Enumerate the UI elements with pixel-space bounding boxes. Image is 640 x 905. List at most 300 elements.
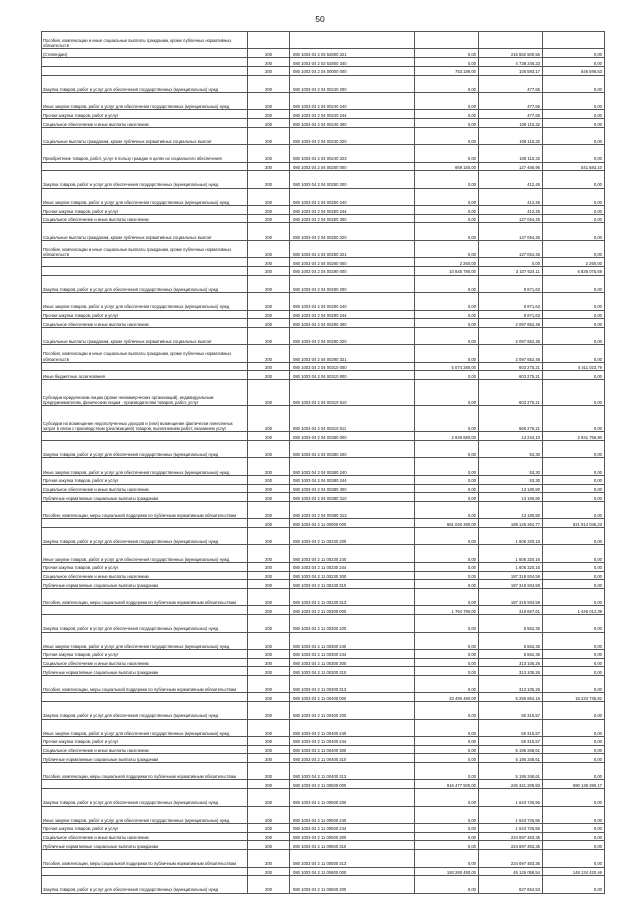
row-line-code: 200 [248, 458, 290, 475]
row-executed: 1 643 726,56 [479, 823, 543, 832]
row-approved: 0,00 [415, 127, 479, 144]
row-line-code: 200 [248, 188, 290, 205]
row-line-code: 200 [248, 632, 290, 649]
row-unexecuted: 0,00 [543, 580, 605, 589]
row-description: Социальное обеспечение и иные выплаты населению [42, 119, 248, 128]
row-budget-code: 080 1003 04 2 11 00230 200 [290, 528, 415, 545]
row-unexecuted: 0,00 [543, 545, 605, 562]
row-approved: 0,00 [415, 327, 479, 344]
row-description: Пособия, компенсации и иные социальные выплаты гражданам, кроме публичных нормативных обязательств [42, 345, 248, 362]
row-approved: 2 946 680,00 [415, 432, 479, 441]
row-description: (Стипендии) [42, 49, 248, 58]
row-line-code: 200 [248, 789, 290, 806]
row-executed: 60 315,57 [479, 736, 543, 745]
row-executed: 45 126 059,54 [479, 867, 543, 876]
row-description: Социальное обеспечение и иные выплаты населению [42, 319, 248, 328]
row-budget-code: 080 1003 04 2 04 00240 323 [290, 145, 415, 162]
row-line-code: 200 [248, 441, 290, 458]
table-row [42, 528, 605, 545]
row-budget-code: 080 1003 04 2 04 00250 300 [290, 214, 415, 223]
table-row [42, 615, 605, 632]
row-description: Прочая закупка товаров, работ и услуг [42, 736, 248, 745]
row-line-code: 200 [248, 780, 290, 789]
row-budget-code: 080 1003 04 2 04 00290 200 [290, 275, 415, 292]
row-budget-code: 080 1003 04 2 04 00310 000 [290, 362, 415, 371]
row-executed: 13 180,80 [479, 493, 543, 502]
row-line-code: 200 [248, 676, 290, 693]
row-approved: 0,00 [415, 823, 479, 832]
row-executed: 224 697 483,35 [479, 841, 543, 850]
row-approved: 0,00 [415, 75, 479, 92]
row-executed: 5 195 348,61 [479, 745, 543, 754]
row-budget-code: 080 1003 04 2 04 00380 240 [290, 458, 415, 475]
row-executed: 2 097 652,48 [479, 327, 543, 344]
row-budget-code: 080 1003 04 2 11 00400 313 [290, 763, 415, 780]
row-approved: 0,00 [415, 580, 479, 589]
row-line-code: 200 [248, 75, 290, 92]
row-line-code: 200 [248, 345, 290, 362]
row-line-code: 200 [248, 823, 290, 832]
row-approved: 5 074 280,00 [415, 362, 479, 371]
table-row [42, 406, 605, 432]
row-unexecuted: 0,00 [543, 371, 605, 380]
row-description [42, 867, 248, 876]
row-budget-code: 080 1003 04 2 04 00250 244 [290, 206, 415, 215]
table-row [42, 432, 605, 441]
row-description: Субсидии юридическим лицам (кроме некоммерческих организаций), индивидуальным предпринимателям, физическим лицам - производителям товаров, работ, услуг [42, 380, 248, 406]
table-row [42, 458, 605, 475]
row-approved: 0,00 [415, 545, 479, 562]
row-description: Пособия, компенсации, меры социальной поддержки по публичным нормативным обязательствам [42, 589, 248, 606]
row-budget-code: 080 1003 04 2 11 00400 200 [290, 702, 415, 719]
table-row [42, 362, 605, 371]
row-line-code: 200 [248, 519, 290, 528]
row-executed: 666 276,21 [479, 406, 543, 432]
table-row [42, 867, 605, 876]
row-line-code: 200 [248, 589, 290, 606]
row-budget-code: 080 1003 04 2 11 00300 000 [290, 606, 415, 615]
table-row [42, 649, 605, 658]
row-unexecuted: 4 411 023,79 [543, 362, 605, 371]
row-unexecuted: 0,00 [543, 188, 605, 205]
row-unexecuted: 646 596,53 [543, 66, 605, 75]
row-executed: 8 971,63 [479, 310, 543, 319]
row-unexecuted: 0,00 [543, 823, 605, 832]
row-approved: 2 260,00 [415, 258, 479, 267]
row-line-code: 200 [248, 327, 290, 344]
row-budget-code [290, 32, 415, 49]
row-description: Прочая закупка товаров, работ и услуг [42, 310, 248, 319]
row-executed: 216 682 500,56 [479, 49, 543, 58]
row-unexecuted: 690 136 290,17 [543, 780, 605, 789]
row-executed: 5 562,35 [479, 615, 543, 632]
row-description: Прочая закупка товаров, работ и услуг [42, 475, 248, 484]
table-row [42, 327, 605, 344]
table-row [42, 702, 605, 719]
row-budget-code: 080 1003 04 2 11 00400 000 [290, 693, 415, 702]
row-approved: 0,00 [415, 119, 479, 128]
row-budget-code: 080 1003 04 2 11 00300 240 [290, 632, 415, 649]
table-row [42, 441, 605, 458]
row-line-code: 200 [248, 745, 290, 754]
row-approved: 0,00 [415, 589, 479, 606]
row-description [42, 606, 248, 615]
row-description: Прочая закупка товаров, работ и услуг [42, 110, 248, 119]
row-line-code: 200 [248, 719, 290, 736]
row-line-code: 200 [248, 867, 290, 876]
row-unexecuted: 0,00 [543, 850, 605, 867]
table-row [42, 119, 605, 128]
row-budget-code: 080 1003 04 2 04 00310 811 [290, 406, 415, 432]
row-approved: 0,00 [415, 745, 479, 754]
row-approved: 0,00 [415, 876, 479, 893]
row-budget-code: 080 1003 04 2 04 00380 310 [290, 493, 415, 502]
row-approved: 0,00 [415, 275, 479, 292]
row-line-code: 200 [248, 58, 290, 67]
row-description: Пособия, компенсации и иные социальные выплаты гражданам, кроме публичных нормативных обязательств [42, 32, 248, 49]
row-executed: 1 643 726,56 [479, 806, 543, 823]
row-unexecuted: 0,00 [543, 441, 605, 458]
row-budget-code: 080 1003 04 2 11 00300 200 [290, 615, 415, 632]
row-line-code: 200 [248, 475, 290, 484]
row-description: Приобретение товаров, работ, услуг в пользу граждан в целях их социального обеспечения [42, 145, 248, 162]
row-budget-code: 080 1003 04 2 04 00250 321 [290, 240, 415, 257]
row-description [42, 58, 248, 67]
row-budget-code: 080 1003 04 2 03 52800 321 [290, 49, 415, 58]
table-row [42, 745, 605, 754]
row-line-code: 200 [248, 49, 290, 58]
row-budget-code: 080 1003 04 2 11 00500 244 [290, 823, 415, 832]
table-row [42, 127, 605, 144]
row-executed: 187 318 934,59 [479, 580, 543, 589]
row-description: Закупка товаров, работ и услуг для обеспечения государственных (муниципальных) нужд [42, 75, 248, 92]
row-approved: 10 845 790,00 [415, 266, 479, 275]
row-budget-code: 080 1003 04 2 11 00500 310 [290, 841, 415, 850]
row-description: Пособия, компенсации и иные социальные выплаты гражданам, кроме публичных нормативных обязательств [42, 240, 248, 257]
row-executed: 189 126 264,77 [479, 519, 543, 528]
row-line-code: 200 [248, 763, 290, 780]
row-description: Закупка товаров, работ и услуг для обеспечения государственных (муниципальных) нужд [42, 171, 248, 188]
row-description [42, 162, 248, 171]
row-budget-code: 080 1003 04 2 11 00500 000 [290, 780, 415, 789]
row-unexecuted: 0,00 [543, 806, 605, 823]
row-line-code: 200 [248, 693, 290, 702]
row-executed: 1 643 726,56 [479, 789, 543, 806]
row-unexecuted [543, 32, 605, 49]
row-description [42, 780, 248, 789]
row-unexecuted: 1 446 012,39 [543, 606, 605, 615]
row-unexecuted: 0,00 [543, 789, 605, 806]
row-unexecuted: 0,00 [543, 345, 605, 362]
row-unexecuted: 2 931 755,90 [543, 432, 605, 441]
row-approved: 0,00 [415, 754, 479, 763]
row-description: Пособия, компенсации, меры социальной поддержки по публичным нормативным обязательствам [42, 763, 248, 780]
table-row [42, 145, 605, 162]
row-unexecuted: 0,00 [543, 615, 605, 632]
row-unexecuted: 0,00 [543, 649, 605, 658]
row-executed: 127 054,45 [479, 214, 543, 223]
row-unexecuted: 0,00 [543, 406, 605, 432]
row-executed: 4 738 246,23 [479, 58, 543, 67]
row-approved: 0,00 [415, 562, 479, 571]
table-row [42, 632, 605, 649]
row-approved: 0,00 [415, 406, 479, 432]
row-executed: 1 606 320,16 [479, 528, 543, 545]
row-executed: 127 466,96 [479, 162, 543, 171]
table-row [42, 571, 605, 580]
row-executed: 603 275,21 [479, 371, 543, 380]
row-budget-code: 080 1003 04 2 04 00380 200 [290, 441, 415, 458]
row-executed: 8 971,63 [479, 293, 543, 310]
row-budget-code: 080 1003 04 2 03 52800 340 [290, 58, 415, 67]
row-unexecuted: 0,00 [543, 528, 605, 545]
row-line-code: 200 [248, 667, 290, 676]
row-executed: 603 275,21 [479, 380, 543, 406]
table-row [42, 693, 605, 702]
row-unexecuted: 2 260,00 [543, 258, 605, 267]
row-unexecuted: 0,00 [543, 667, 605, 676]
row-line-code: 200 [248, 876, 290, 893]
row-budget-code: 080 1003 04 2 11 00500 200 [290, 789, 415, 806]
row-line-code: 200 [248, 615, 290, 632]
row-description: Социальные выплаты гражданам, кроме публичных нормативных социальных выплат [42, 223, 248, 240]
row-unexecuted: 0,00 [543, 493, 605, 502]
table-row [42, 589, 605, 606]
row-line-code: 200 [248, 145, 290, 162]
row-executed: 224 697 483,35 [479, 832, 543, 841]
row-unexecuted: 0,00 [543, 214, 605, 223]
row-executed: 412,45 [479, 188, 543, 205]
row-unexecuted: 0,00 [543, 562, 605, 571]
row-line-code: 200 [248, 92, 290, 109]
row-description: Закупка товаров, работ и услуг для обеспечения государственных (муниципальных) нужд [42, 275, 248, 292]
row-line-code: 200 [248, 214, 290, 223]
row-budget-code: 080 1003 04 2 11 00230 244 [290, 562, 415, 571]
table-row [42, 493, 605, 502]
row-line-code: 200 [248, 66, 290, 75]
row-executed: 226 341 209,83 [479, 780, 543, 789]
row-unexecuted: 0,00 [543, 589, 605, 606]
row-approved: 0,00 [415, 145, 479, 162]
row-approved: 0,00 [415, 293, 479, 310]
table-row [42, 806, 605, 823]
table-row [42, 606, 605, 615]
row-description [42, 432, 248, 441]
row-approved: 0,00 [415, 223, 479, 240]
table-row [42, 345, 605, 362]
row-executed: 313 105,26 [479, 658, 543, 667]
row-description: Публичные нормативные социальные выплаты гражданам [42, 667, 248, 676]
table-row [42, 223, 605, 240]
row-description: Иные закупки товаров, работ и услуг для обеспечения государственных (муниципальных) нужд [42, 545, 248, 562]
row-description: Прочая закупка товаров, работ и услуг [42, 206, 248, 215]
row-description: Иные закупки товаров, работ и услуг для обеспечения государственных (муниципальных) нужд [42, 293, 248, 310]
row-line-code: 200 [248, 606, 290, 615]
row-line-code: 200 [248, 223, 290, 240]
row-budget-code: 080 1003 04 2 11 00500 313 [290, 850, 415, 867]
row-line-code: 200 [248, 545, 290, 562]
row-approved [415, 32, 479, 49]
row-approved: 1 764 790,00 [415, 606, 479, 615]
row-description: Социальные выплаты гражданам, кроме публичных нормативных социальных выплат [42, 127, 248, 144]
row-unexecuted: 0,00 [543, 475, 605, 484]
row-line-code: 200 [248, 362, 290, 371]
row-approved: 0,00 [415, 658, 479, 667]
row-unexecuted: 0,00 [543, 571, 605, 580]
row-approved: 669 150,00 [415, 162, 479, 171]
row-description: Социальные выплаты гражданам, кроме публичных нормативных социальных выплат [42, 327, 248, 344]
row-executed: 5 255 664,18 [479, 693, 543, 702]
row-budget-code: 080 1003 04 2 04 00290 244 [290, 310, 415, 319]
row-unexecuted: 0,00 [543, 841, 605, 850]
row-line-code: 200 [248, 649, 290, 658]
row-budget-code: 080 1003 04 2 04 00290 300 [290, 319, 415, 328]
table-row [42, 545, 605, 562]
row-approved: 916 477 500,00 [415, 780, 479, 789]
row-description [42, 519, 248, 528]
table-row [42, 754, 605, 763]
row-line-code: 200 [248, 110, 290, 119]
row-executed: 1 606 320,16 [479, 562, 543, 571]
row-approved: 0,00 [415, 702, 479, 719]
table-row [42, 823, 605, 832]
row-executed: 106 115,32 [479, 127, 543, 144]
row-budget-code: 080 1003 04 2 11 00230 300 [290, 571, 415, 580]
row-approved: 0,00 [415, 319, 479, 328]
row-line-code: 200 [248, 266, 290, 275]
row-budget-code: 080 1003 04 2 11 00400 300 [290, 745, 415, 754]
table-row [42, 789, 605, 806]
row-executed: 224 697 483,35 [479, 850, 543, 867]
page-number: 50 [315, 14, 325, 24]
row-unexecuted: 18 234 735,82 [543, 693, 605, 702]
row-approved: 0,00 [415, 667, 479, 676]
row-description: Публичные нормативные социальные выплаты гражданам [42, 493, 248, 502]
row-unexecuted: 0,00 [543, 658, 605, 667]
row-approved: 661 040 280,00 [415, 519, 479, 528]
row-budget-code: 080 1003 04 2 04 00380 000 [290, 432, 415, 441]
row-description [42, 693, 248, 702]
row-executed: 60 315,57 [479, 702, 543, 719]
row-line-code: 200 [248, 850, 290, 867]
row-line-code: 200 [248, 806, 290, 823]
row-unexecuted: 541 683,10 [543, 162, 605, 171]
table-row [42, 310, 605, 319]
row-executed: 13 180,80 [479, 484, 543, 493]
row-budget-code: 080 1003 04 2 11 00600 000 [290, 867, 415, 876]
row-approved: 0,00 [415, 188, 479, 205]
row-line-code: 200 [248, 406, 290, 432]
row-budget-code: 080 1003 04 2 04 00250 000 [290, 162, 415, 171]
row-line-code: 200 [248, 275, 290, 292]
row-approved: 0,00 [415, 719, 479, 736]
row-line-code: 200 [248, 580, 290, 589]
row-budget-code: 080 1003 04 2 11 00300 244 [290, 649, 415, 658]
row-unexecuted: 0,00 [543, 119, 605, 128]
row-line-code: 200 [248, 240, 290, 257]
row-approved: 0,00 [415, 484, 479, 493]
row-approved: 0,00 [415, 736, 479, 745]
row-description: Социальное обеспечение и иные выплаты населению [42, 571, 248, 580]
row-unexecuted: 0,00 [543, 327, 605, 344]
row-executed: 187 318 934,59 [479, 589, 543, 606]
row-budget-code: 080 1003 04 2 04 00290 320 [290, 327, 415, 344]
row-budget-code: 080 1003 04 2 11 00230 310 [290, 580, 415, 589]
row-description: Субсидии на возмещение недополученных доходов и (или) возмещение фактически понесенных затрат в связи с производством (реализацией) товаров, выполнением работ, оказанием услуг [42, 406, 248, 432]
row-description: Закупка товаров, работ и услуг для обеспечения государственных (муниципальных) нужд [42, 528, 248, 545]
row-budget-code: 080 1003 04 2 04 00250 240 [290, 188, 415, 205]
row-executed: 318 667,61 [479, 606, 543, 615]
row-approved: 0,00 [415, 789, 479, 806]
table-row [42, 841, 605, 850]
row-approved: 0,00 [415, 763, 479, 780]
table-row [42, 214, 605, 223]
row-approved: 0,00 [415, 832, 479, 841]
row-approved: 0,00 [415, 171, 479, 188]
row-unexecuted: 0,00 [543, 206, 605, 215]
row-line-code: 200 [248, 380, 290, 406]
row-unexecuted: 0,00 [543, 275, 605, 292]
row-description: Закупка товаров, работ и услуг для обеспечения государственных (муниципальных) нужд [42, 702, 248, 719]
row-budget-code: 080 1003 04 2 04 00000 000 [290, 66, 415, 75]
row-line-code: 200 [248, 319, 290, 328]
row-approved: 23 490 480,00 [415, 693, 479, 702]
row-unexecuted: 0,00 [543, 49, 605, 58]
row-approved: 0,00 [415, 49, 479, 58]
row-unexecuted: 0,00 [543, 484, 605, 493]
row-budget-code: 080 1003 04 2 11 00400 240 [290, 719, 415, 736]
row-description: Иные закупки товаров, работ и услуг для обеспечения государственных (муниципальных) нужд [42, 92, 248, 109]
table-row [42, 49, 605, 58]
table-row [42, 371, 605, 380]
table-row [42, 266, 605, 275]
row-budget-code: 080 1003 04 2 11 00000 000 [290, 519, 415, 528]
row-line-code: 200 [248, 432, 290, 441]
row-executed: 412,45 [479, 206, 543, 215]
row-description [42, 258, 248, 267]
row-approved: 0,00 [415, 841, 479, 850]
row-line-code: 200 [248, 501, 290, 518]
row-unexecuted: 0,00 [543, 58, 605, 67]
row-executed: 8 971,63 [479, 275, 543, 292]
row-executed [479, 32, 543, 49]
row-description: Закупка товаров, работ и услуг для обеспечения государственных (муниципальных) нужд [42, 876, 248, 893]
row-unexecuted: 0,00 [543, 763, 605, 780]
row-unexecuted: 0,00 [543, 127, 605, 144]
row-approved: 0,00 [415, 214, 479, 223]
row-budget-code: 080 1003 04 2 11 00300 313 [290, 676, 415, 693]
row-description: Иные закупки товаров, работ и услуг для обеспечения государственных (муниципальных) нужд [42, 632, 248, 649]
row-unexecuted: 0,00 [543, 319, 605, 328]
row-line-code: 200 [248, 754, 290, 763]
row-description: Иные закупки товаров, работ и услуг для обеспечения государственных (муниципальных) нужд [42, 458, 248, 475]
row-budget-code: 080 1003 04 2 04 00290 240 [290, 293, 415, 310]
table-row [42, 75, 605, 92]
row-executed: 603 275,21 [479, 362, 543, 371]
budget-report-table [41, 31, 605, 894]
table-row [42, 110, 605, 119]
row-unexecuted: 0,00 [543, 876, 605, 893]
row-budget-code: 080 1003 04 2 11 00500 300 [290, 832, 415, 841]
row-description: Иные закупки товаров, работ и услуг для обеспечения государственных (муниципальных) нужд [42, 188, 248, 205]
table-row [42, 275, 605, 292]
table-row [42, 66, 605, 75]
row-description: Прочая закупка товаров, работ и услуг [42, 562, 248, 571]
row-line-code: 200 [248, 702, 290, 719]
table-row [42, 832, 605, 841]
row-unexecuted: 0,00 [543, 171, 605, 188]
row-executed: 0,00 [479, 258, 543, 267]
